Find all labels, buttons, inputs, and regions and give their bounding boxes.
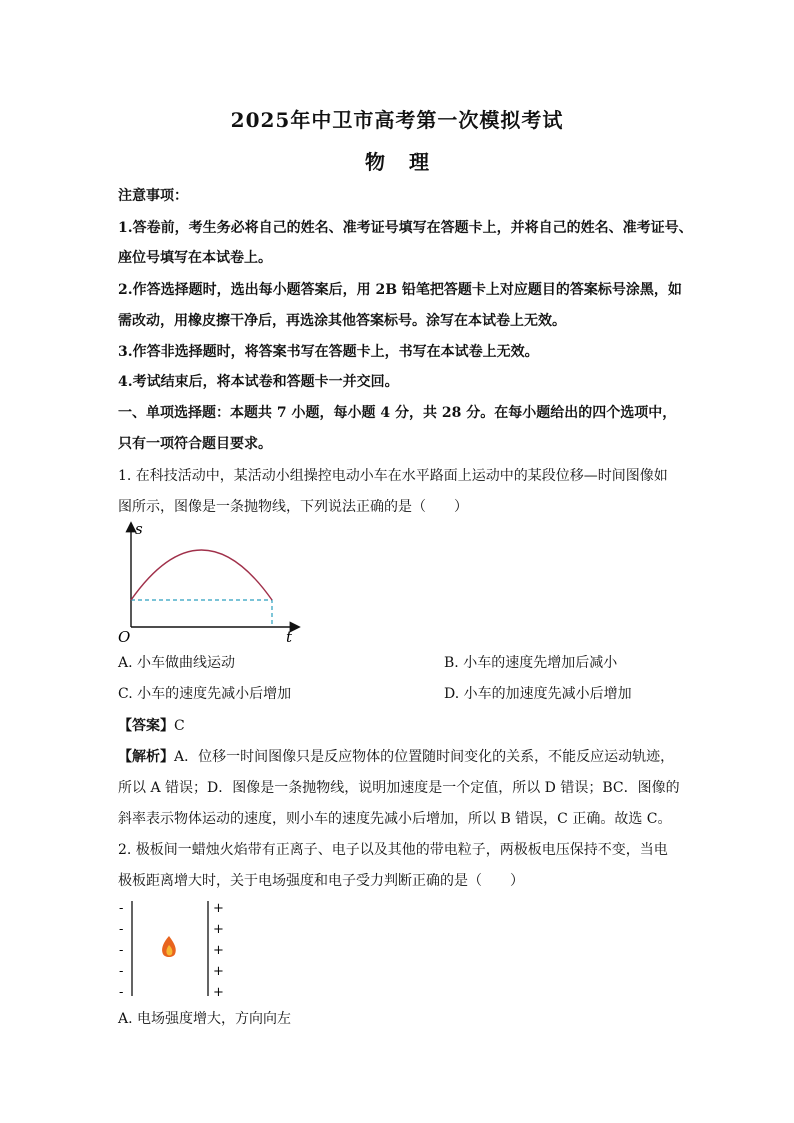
section-1-heading-line-2: 只有一项符合题目要求。 [118, 436, 272, 452]
svg-text:+: + [213, 964, 224, 979]
notice-item-1-line-1: 1.答卷前，考生务必将自己的姓名、准考证号填写在答题卡上，并将自己的姓名、准考证号、 [118, 220, 693, 236]
parabola-curve [131, 550, 272, 600]
analysis-tag: 【解析】 [118, 749, 174, 765]
q1-option-d: D. 小车的加速度先减小后增加 [444, 686, 632, 702]
dashed-baseline [131, 600, 272, 627]
plus-signs [213, 901, 224, 998]
exam-title: 2025年中卫市高考第一次模拟考试 [230, 108, 564, 132]
notice-heading: 注意事项： [118, 188, 188, 204]
q1-option-b: B. 小车的速度先增加后减小 [444, 655, 618, 671]
svg-text:+: + [213, 901, 224, 916]
minus-signs [119, 901, 123, 998]
notice-item-2-line-1: 2.作答选择题时，选出每小题答案后，用 2B 铅笔把答题卡上对应题目的答案标号涂黑，如 [118, 282, 682, 298]
svg-text:-: - [119, 964, 124, 979]
q1-answer [118, 716, 688, 736]
notice-item-2-line-2: 需改动，用橡皮擦干净后，再选涂其他答案标号。涂写在本试卷上无效。 [118, 313, 566, 329]
notice-item-3: 3.作答非选择题时，将答案书写在答题卡上，书写在本试卷上无效。 [118, 344, 539, 360]
origin-label: O [118, 628, 131, 645]
subject-title: 物理 [365, 150, 453, 174]
q2-stem-line-1: 2. 极板间一蜡烛火焰带有正离子、电子以及其他的带电粒子，两极板电压保持不变，当电 [118, 842, 668, 858]
q1-option-c: C. 小车的速度先减小后增加 [118, 686, 292, 702]
q1-stem-line-2: 图所示，图像是一条抛物线，下列说法正确的是（ ） [118, 499, 468, 515]
notice-item-4: 4.考试结束后，将本试卷和答题卡一并交回。 [118, 374, 399, 390]
svg-text:+: + [213, 943, 224, 958]
q2-plates-figure [112, 898, 232, 998]
x-axis-label: t [286, 628, 293, 645]
svg-text:+: + [213, 985, 224, 998]
svg-text:-: - [119, 922, 124, 937]
q2-stem-line-2: 极板距离增大时，关于电场强度和电子受力判断正确的是（ ） [118, 873, 524, 889]
svg-text:-: - [119, 943, 124, 958]
q1-stem-line-1: 1. 在科技活动中，某活动小组操控电动小车在水平路面上运动中的某段位移—时间图像如 [118, 468, 668, 484]
q1-analysis-line-1 [118, 747, 688, 767]
candle-flame-icon [162, 936, 176, 957]
q1-analysis-line-3: 斜率表示物体运动的速度，则小车的速度先减小后增加，所以 B 错误，C 正确。故选 C。 [118, 811, 672, 827]
y-axis-label: s [135, 520, 143, 538]
svg-text:+: + [213, 922, 224, 937]
q1-option-a: A. 小车做曲线运动 [118, 655, 236, 671]
svg-text:-: - [119, 985, 124, 998]
answer-value: C [174, 718, 185, 734]
notice-item-1-line-2: 座位号填写在本试卷上。 [118, 250, 272, 266]
q1-analysis-line-2: 所以 A 错误；D．图像是一条抛物线，说明加速度是一个定值，所以 D 错误；BC．图像的 [118, 780, 680, 796]
q1-st-graph [112, 520, 312, 645]
q2-option-a: A. 电场强度增大，方向向左 [118, 1011, 292, 1027]
section-1-heading-line-1: 一、单项选择题：本题共 7 小题，每小题 4 分，共 28 分。在每小题给出的四个选项中， [118, 405, 677, 421]
analysis-text-1: A．位移一时间图像只是反应物体的位置随时间变化的关系，不能反应运动轨迹， [174, 749, 675, 765]
answer-tag: 【答案】 [118, 718, 174, 734]
svg-text:-: - [119, 901, 124, 916]
